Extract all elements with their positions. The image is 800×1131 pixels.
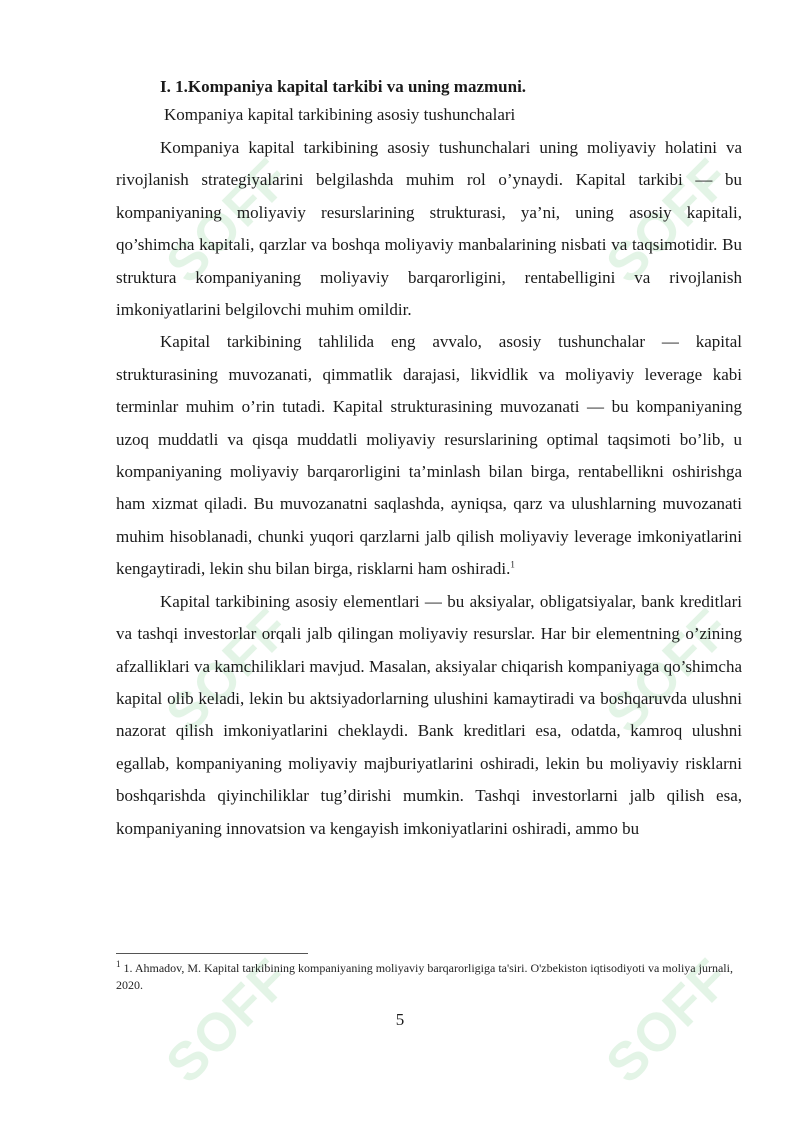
- watermark-text: SOFF: [154, 147, 302, 295]
- section-heading: I. 1.Kompaniya kapital tarkibi va uning mazmuni.: [160, 77, 527, 96]
- watermark-text: SOFF: [594, 947, 742, 1095]
- watermark-text: SOFF: [154, 947, 302, 1095]
- document-body: [116, 74, 742, 845]
- watermark-text: SOFF: [154, 597, 302, 745]
- paragraph-1: Kompaniya kapital tarkibining asosiy tushunchalari uning moliyaviy holatini va rivojlanish strategiyalarini belgilashda muhim rol o’ynaydi. Kapital tarkibi — bu kompaniyaning moliyaviy resurslarining strukturasi, ya’ni, uning asosiy kapitali, qo’shimcha kapitali, qarzlar va boshqa moliyaviy manbalarining nisbati va taqsimotidir. Bu struktura kompaniyaning moliyaviy barqarorligini, rentabelligini va rivojlanish imkoniyatlarini belgilovchi muhim omildir.: [116, 138, 742, 320]
- footnote-reference[interactable]: 1: [510, 559, 515, 570]
- section-subheading: Kompaniya kapital tarkibining asosiy tushunchalari: [164, 105, 516, 124]
- paragraph-2-text: Kapital tarkibining tahlilida eng avvalo, asosiy tushunchalar — kapital strukturasining muvozanati, qimmatlik darajasi, likvidlik va moliyaviy leverage kabi terminlar muhim o’rin tutadi. Kapital strukturasining muvozanati — bu kompaniyaning uzoq muddatli va qisqa muddatli moliyaviy resurslarining optimal taqsimoti bo’lib, u kompaniyaning moliyaviy barqarorligini ta’minlash bilan birga, rentabellikni oshirishga ham xizmat qiladi. Bu muvozanatni saqlashda, ayniqsa, qarz va ulushlarning muvozanati muhim hisoblanadi, chunki yuqori qarzlarni jalb qilish moliyaviy leverage imkoniyatlarini kengaytiradi, lekin shu bilan birga, risklarni ham oshiradi.: [116, 332, 742, 579]
- footnote: [116, 960, 742, 994]
- watermark-text: SOFF: [594, 147, 742, 295]
- footnote-text: 1. Ahmadov, M. Kapital tarkibining kompaniyaning moliyaviy barqarorligiga ta'siri. O'zbekiston iqtisodiyoti va moliya jurnali, 2020.: [116, 961, 733, 992]
- footnote-marker: 1: [116, 959, 121, 969]
- page-number: 5: [395, 1010, 405, 1029]
- paragraph-2: [116, 326, 742, 585]
- watermark-text: SOFF: [594, 597, 742, 745]
- footnote-separator: [116, 953, 308, 954]
- paragraph-3: Kapital tarkibining asosiy elementlari — bu aksiyalar, obligatsiyalar, bank kreditlari va tashqi investorlar orqali jalb qilingan moliyaviy resurslar. Har bir elementning o’zining afzalliklari va kamchiliklari mavjud. Masalan, aksiyalar chiqarish kompaniyaga qo’shimcha kapital olib keladi, lekin bu aktsiyadorlarning ulushini kamaytiradi va boshqaruvda ulushni nazorat qilish imkoniyatlarini cheklaydi. Bank kreditlari esa, odatda, kamroq ulushni egallab, kompaniyaning moliyaviy majburiyatlarini oshiradi, lekin bu moliyaviy risklarni boshqarishda qiyinchiliklar tug’dirishi mumkin. Tashqi investorlarni jalb qilish esa, kompaniyaning innovatsion va kengayish imkoniyatlarini oshiradi, ammo bu: [116, 591, 742, 838]
